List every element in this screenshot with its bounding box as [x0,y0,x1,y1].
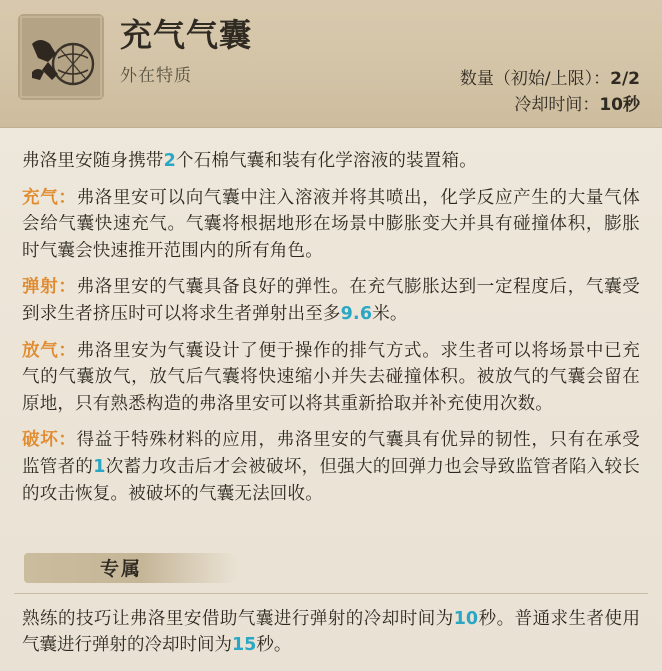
entry-text-b-1: 米。 [372,303,408,324]
skill-type: 外在特质 [120,66,192,87]
entry-paragraph-0 [22,185,640,265]
entry-paragraph-1 [22,274,640,327]
entry-paragraph-3 [22,427,640,507]
intro-paragraph [22,148,640,175]
entry-paragraph-2 [22,338,640,418]
intro-text-a: 弗洛里安随身携带 [22,151,164,171]
skill-description [0,128,662,507]
entry-label-0: 充气： [22,187,77,208]
entry-text-a-3: 得益于特殊材料的应用，弗洛里安的气囊具有优异的韧性，只有在承受监管者的 [22,430,640,477]
intro-number: 2 [163,151,176,171]
exclusive-text-a: 熟练的技巧让弗洛里安借助气囊进行弹射的冷却时间为 [22,608,454,629]
entry-text-a-1: 弗洛里安的气囊具备良好的弹性。在充气膨胀达到一定程度后，气囊受到求生者挤压时可以将求生者弹射出至多 [22,277,640,324]
entry-label-3: 破坏： [22,430,77,451]
exclusive-divider [14,593,648,594]
entry-text-a-2: 弗洛里安为气囊设计了便于操作的排气方式。求生者可以将场景中已充气的气囊放气，放气后气囊将快速缩小并失去碰撞体积。被放气的气囊会留在原地，只有熟悉构造的弗洛里安可以将其重新拾取并补充使用次数。 [22,340,640,414]
card-header [0,0,662,128]
header-left [18,14,252,100]
entry-number-1: 9.6 [340,303,373,324]
count-label: 数量（初始/上限）： [459,69,611,89]
cooldown-label: 冷却时间： [514,95,600,116]
exclusive-section [0,553,662,671]
exclusive-text-c: 秒。 [256,635,292,656]
exclusive-badge [24,553,239,583]
entry-number-3: 1 [93,456,106,477]
count-row [460,66,640,92]
cooldown-row [460,92,640,118]
entry-text-a-0: 弗洛里安可以向气囊中注入溶液并将其喷出，化学反应产生的大量气体会给气囊快速充气。气囊将根据地形在场景中膨胀变大并具有碰撞体积，膨胀时气囊会快速推开范围内的所有角色。 [22,187,640,261]
exclusive-text-b: 秒。普通求生者使用气囊进行弹射的冷却时间为 [22,608,641,656]
exclusive-number-2: 15 [232,635,257,656]
cooldown-value: 10秒 [599,95,640,116]
entry-text-b-3: 次蓄力攻击后才会被破坏，但强大的回弹力也会导致监管者陷入较长的攻击恢复。被破坏的气囊无法回收。 [22,456,640,504]
count-value: 2/2 [610,69,640,89]
exclusive-badge-label: 专属 [100,558,143,581]
skill-name: 充气气囊 [120,16,253,54]
exclusive-description [0,606,662,659]
entry-label-1: 弹射： [22,277,77,298]
title-block [120,14,252,86]
entry-label-2: 放气： [22,340,77,361]
intro-text-b: 个石棉气囊和装有化学溶液的装置箱。 [176,151,477,171]
airbag-icon-art [18,14,104,100]
airbag-skill-icon[interactable] [18,14,104,100]
exclusive-number-1: 10 [453,608,479,629]
header-stats [460,66,640,119]
